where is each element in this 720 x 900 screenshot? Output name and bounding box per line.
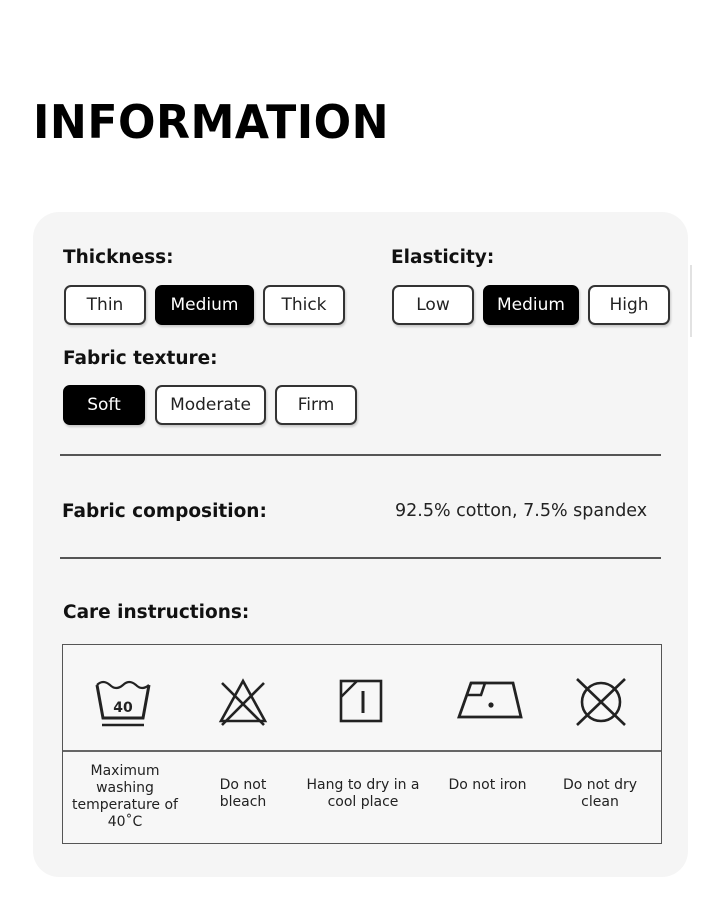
elasticity-label: Elasticity: (391, 247, 495, 268)
texture-label: Fabric texture: (63, 348, 218, 369)
elasticity-option-high[interactable]: High (588, 285, 670, 325)
divider-top (60, 454, 661, 456)
edge-mark (690, 265, 692, 337)
composition-value: 92.5% cotton, 7.5% spandex (395, 501, 648, 521)
thickness-label: Thickness: (63, 247, 174, 268)
elasticity-option-low[interactable]: Low (392, 285, 474, 325)
care-label: Care instructions: (63, 602, 250, 623)
care-text-iron: Do not iron (448, 777, 527, 793)
composition-label: Fabric composition: (62, 501, 267, 522)
page-title: INFORMATION (33, 95, 390, 149)
line-dry-shade-icon (331, 673, 391, 729)
elasticity-option-medium[interactable]: Medium (483, 285, 579, 325)
no-iron-icon (455, 671, 525, 727)
care-text-bleach: Do not bleach (219, 777, 267, 810)
texture-option-moderate[interactable]: Moderate (155, 385, 266, 425)
thickness-option-thin[interactable]: Thin (64, 285, 146, 325)
care-table-divider (63, 750, 661, 752)
texture-option-firm[interactable]: Firm (275, 385, 357, 425)
thickness-option-thick[interactable]: Thick (263, 285, 345, 325)
wash-temp-number: 40 (113, 700, 133, 716)
texture-option-soft[interactable]: Soft (63, 385, 145, 425)
care-text-dry: Hang to dry in a cool place (306, 777, 420, 810)
care-table (62, 644, 662, 844)
care-text-wash: Maximum washing temperature of 40˚C (72, 763, 178, 830)
care-text-dry-clean: Do not dry clean (562, 777, 638, 810)
wash-40-icon (93, 673, 153, 729)
no-bleach-icon (213, 673, 273, 729)
divider-bottom (60, 557, 661, 559)
thickness-option-medium[interactable]: Medium (155, 285, 254, 325)
no-dry-clean-icon (571, 673, 631, 729)
